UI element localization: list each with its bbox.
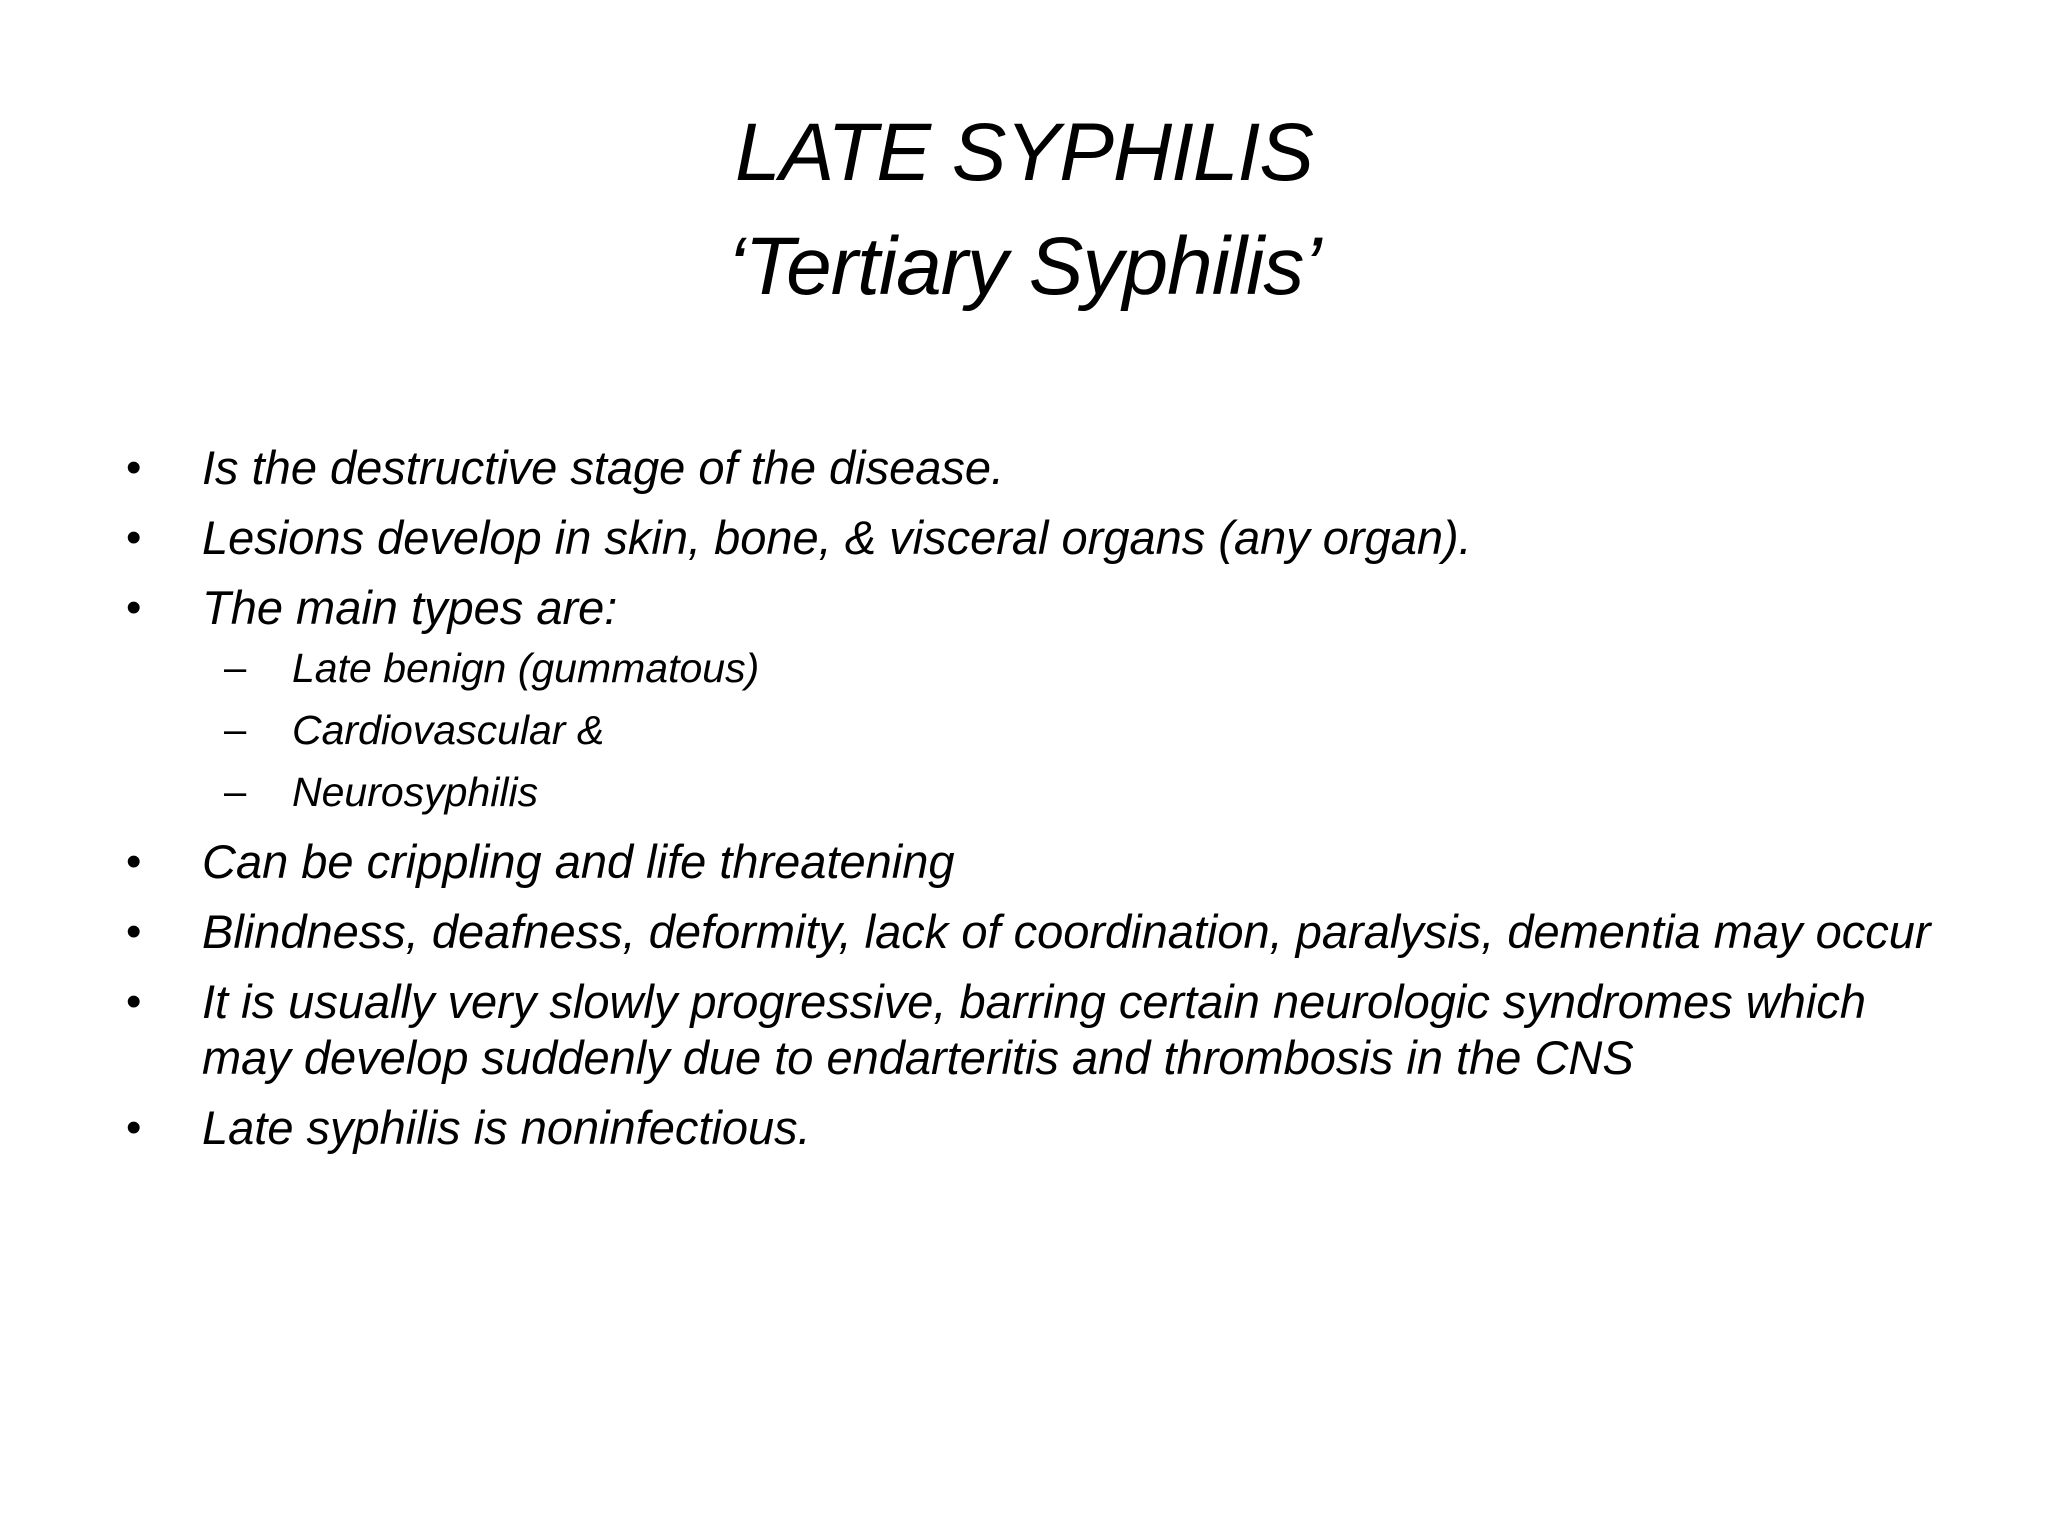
bullet-item [0,1100,2048,1156]
sub-bullet-item [0,768,2048,816]
bullet-text: Late syphilis is noninfectious. [202,1101,811,1154]
slide-title [0,96,2048,324]
bullet-text: Can be crippling and life threatening [202,835,955,888]
sub-bullet-marker: – [224,646,247,690]
bullet-marker: • [126,837,142,886]
sub-bullet-text: Late benign (gummatous) [292,645,760,691]
bullet-item [0,974,2048,1086]
bullet-marker: • [126,513,142,562]
sub-bullet-item [0,706,2048,754]
bullet-marker: • [126,583,142,632]
sub-bullet-text: Cardiovascular & [292,707,605,753]
bullet-item [0,440,2048,496]
title-line-2: ‘Tertiary Syphilis’ [727,221,1321,312]
bullet-marker: • [126,1103,142,1152]
sub-bullet-text: Neurosyphilis [292,769,539,815]
bullet-marker: • [126,977,142,1026]
bullet-list [0,440,2048,1170]
bullet-text: Blindness, deafness, deformity, lack of coordination, paralysis, dementia may occur [202,905,1931,958]
bullet-item [0,834,2048,890]
bullet-text: The main types are: [202,581,618,634]
bullet-item [0,580,2048,636]
bullet-text: Is the destructive stage of the disease. [202,441,1005,494]
bullet-marker: • [126,907,142,956]
bullet-text: Lesions develop in skin, bone, & visceral organs (any organ). [202,511,1472,564]
title-line-1: LATE SYPHILIS [735,107,1313,198]
bullet-item [0,904,2048,960]
bullet-marker: • [126,443,142,492]
bullet-item [0,510,2048,566]
sub-bullet-item [0,644,2048,692]
sub-bullet-marker: – [224,708,247,752]
sub-bullet-marker: – [224,770,247,814]
bullet-text: It is usually very slowly progressive, barring certain neurologic syndromes which may develop suddenly due to endarteritis and thrombosis in the CNS [202,975,1866,1084]
